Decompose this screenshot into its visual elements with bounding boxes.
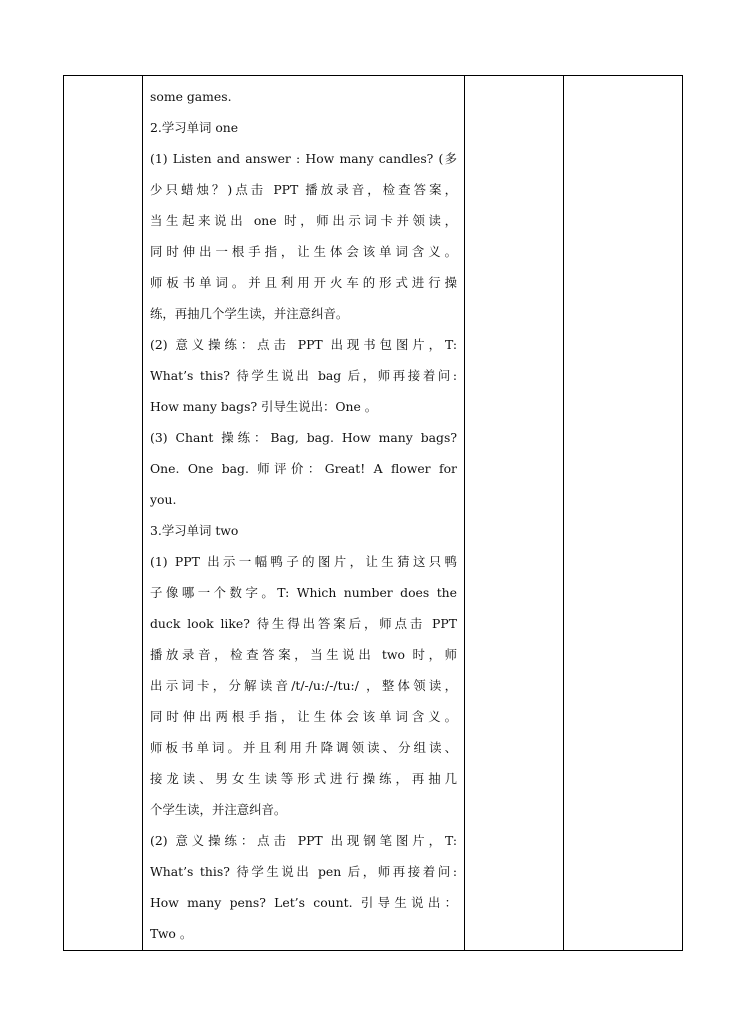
- text-line: 师板书单词。并且利用升降调领读、分组读、: [150, 740, 457, 755]
- text-line: What’s this? 待学生说出 bag 后，师再接着问:: [150, 368, 457, 383]
- text-line: 练，再抽几个学生读，并注意纠音。: [150, 306, 349, 321]
- section-heading: 3.学习单词 two: [150, 523, 239, 538]
- text-line: 个学生读，并注意纠音。: [150, 802, 287, 817]
- lesson-plan-table: [63, 75, 683, 951]
- text-line: (2) 意义操练：点击 PPT 出现钢笔图片，T:: [150, 833, 457, 848]
- text-line: (3) Chant 操练：Bag, bag. How many bags?: [150, 430, 457, 445]
- text-line: (1) PPT 出示一幅鸭子的图片，让生猜这只鸭: [150, 554, 457, 569]
- text-line: How many bags? 引导生说出：One 。: [150, 399, 378, 414]
- text-line: (1) Listen and answer : How many candles? (多: [150, 151, 457, 166]
- text-line: 同时伸出两根手指，让生体会该单词含义。: [150, 709, 457, 724]
- text-line: 少只蜡烛？)点击 PPT 播放录音，检查答案，: [150, 182, 457, 197]
- text-line: 播放录音，检查答案，当生说出 two 时，师: [150, 647, 457, 662]
- procedure-cell: [143, 76, 465, 951]
- text-line: 师板书单词。并且利用开火车的形式进行操: [150, 275, 457, 290]
- text-line: 当生起来说出 one 时，师出示词卡并领读，: [150, 213, 457, 228]
- text-line: One. One bag. 师评价：Great! A flower for: [150, 461, 457, 476]
- text-line: (2) 意义操练：点击 PPT 出现书包图片，T:: [150, 337, 457, 352]
- empty-cell-middle: [465, 76, 564, 951]
- text-line: Two 。: [150, 926, 193, 941]
- empty-cell-right: [564, 76, 683, 951]
- empty-cell-left: [64, 76, 143, 951]
- text-line: duck look like? 待生得出答案后，师点击 PPT: [150, 616, 457, 631]
- text-line: some games.: [150, 89, 232, 104]
- text-line: 出示词卡，分解读音/t/-/u:/-/tu:/ ，整体领读，: [150, 678, 457, 693]
- procedure-text: [143, 76, 464, 949]
- text-line: 子像哪一个数字。T: Which number does the: [150, 585, 457, 600]
- text-line: What’s this? 待学生说出 pen 后，师再接着问:: [150, 864, 457, 879]
- text-line: 同时伸出一根手指，让生体会该单词含义。: [150, 244, 457, 259]
- text-line: 接龙读、男女生读等形式进行操练，再抽几: [150, 771, 457, 786]
- text-line: you.: [150, 492, 177, 507]
- table-row: [64, 76, 683, 951]
- text-line: How many pens? Let’s count. 引导生说出：: [150, 895, 457, 910]
- section-heading: 2.学习单词 one: [150, 120, 239, 135]
